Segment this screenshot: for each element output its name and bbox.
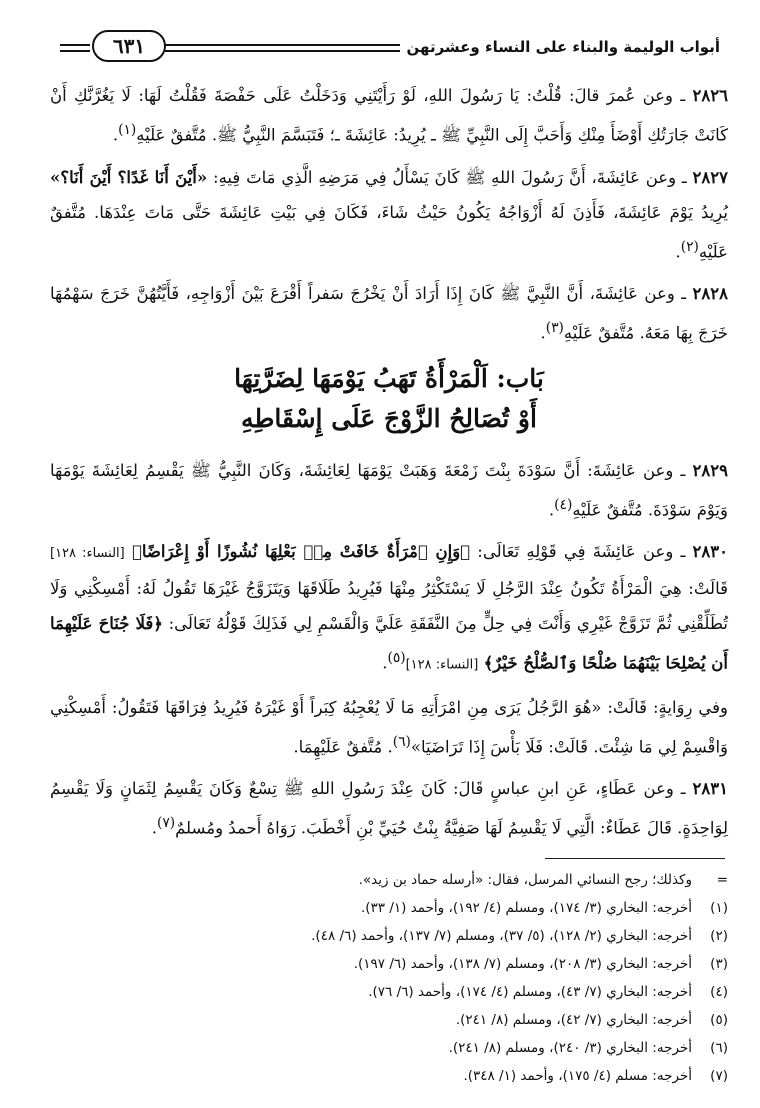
chapter-title-line-1: بَاب: اَلْمَرْأَةُ تَهَبُ يَوْمَهَا لِضَرَّتِهَا [234,363,544,393]
verse-citation: [النساء: ١٢٨] [405,657,479,673]
hadith-number: ٢٨٢٦ [692,86,728,105]
hadith-end: . [151,818,157,838]
hadith-text-cont: يُرِيدُ يَوْمَ عَائِشَةَ، فَأَذِنَ لَهُ أَزْوَاجُهُ يَكُونُ حَيْثُ شَاءَ، فَكَانَ فِي بَيْتِ عَائِشَةَ حَتَّى مَاتَ عِنْدَهَا. مُتَّفقٌ عَلَيْهِ [50,202,728,261]
footnote-text: وكذلك؛ رجح النسائي المرسل، فقال: «أرسله حماد بن زيد». [358,872,692,888]
running-header-title: أبواب الوليمة والبناء على النساء وعشرتهن [406,38,720,56]
hadith-text: ـ وعن عَائِشَةَ: أَنَّ سَوْدَةَ بِنْتَ زَمْعَةَ وَهَبَتْ يَوْمَهَا لِعَائِشَةَ، وَكَانَ النَّبِيُّ ﷺ يَقْسِمُ لِعَائِشَةَ يَوْمَهَا وَيَوْمَ سَوْدَةَ. مُتَّفقٌ عَلَيْهِ [50,460,728,519]
footnote-text: أخرجه: البخاري (٣/ ٢٠٨)، ومسلم (٧/ ١٣٨)، وأحمد (٦/ ١٩٧). [353,956,692,972]
hadith-number: ٢٨٣١ [692,779,728,798]
footnote-ref: (٧) [156,815,176,831]
hadith-number: ٢٨٣٠ [692,542,728,561]
hadith-2831 [50,771,728,846]
quran-verse: ﴿وَإِنِ ٱمْرَأَةٌ خَافَتْ مِنۢ بَعْلِهَا نُشُوزًا أَوْ إِعْرَاضًا﴾ [131,542,471,561]
footnote-ref: (١) [118,122,137,138]
footnote-number: = [716,872,728,888]
hadith-2830-riwaya [50,690,728,765]
hadith-2827 [50,160,728,270]
footnote-2 [60,922,728,950]
main-text [50,78,728,853]
footnote-text: أخرجه: مسلم (٤/ ١٧٥)، وأحمد (١/ ٣٤٨). [463,1068,692,1084]
footnote-6 [60,1034,728,1062]
hadith-2829 [50,453,728,528]
footnote-3 [60,950,728,978]
hadith-number: ٢٨٢٧ [692,167,728,187]
hadith-end: . [548,500,555,519]
footnote-ref: (٤) [554,496,573,513]
footnote-text: أخرجه: البخاري (٧/ ٤٣)، ومسلم (٤/ ١٧٤)، وأحمد (٦/ ٧٦). [368,984,692,1000]
footnote-text: أخرجه: البخاري (٧/ ٤٢)، ومسلم (٨/ ٢٤١). [455,1012,692,1028]
footnote-number: (٧) [710,1068,728,1084]
footnote-ref: (٢) [680,238,699,255]
hadith-text: وفي رِوَايةٍ: قَالَتْ: «هُوَ الرَّجُلُ يَرَى مِنِ امْرَأَتِهِ مَا لَا يُعْجِبُهُ كِبَراً أَوْ غَيْرَهُ فَيُرِيدُ فِرَاقَهَا فَتَقُولُ: أَمْسِكْنِي وَاقْسِمْ لِي مَا شِئْتَ. قَالَتْ: فَلَا بَأْسَ إِذَا تَرَاضَيَا» [50,697,728,756]
hadith-text: ـ وعن عَائِشَةَ فِي قَوْلِهِ تَعَالَى: [470,542,693,561]
footnote-5 [60,1006,728,1034]
hadith-2830 [50,534,728,683]
chapter-heading [50,359,728,439]
page-header [60,30,720,70]
footnote-number: (١) [710,900,728,916]
hadith-text: ـ وعن عَطَاءٍ، عَنِ ابنِ عباسٍ قَالَ: كَانَ عِنْدَ رَسُولِ اللهِ ﷺ تِسْعٌ وَكَانَ يَقْسِمُ لِثَمَانٍ وَلَا يَقْسِمُ لِوَاحِدَةٍ. قَالَ عَطَاءٌ: الَّتِي لَا يَقْسِمُ لَهَا صَفِيَّةُ بِنْتُ حُيَيِّ بْنِ أَخْطَبَ. رَوَاهُ أَحمدُ ومُسلمٌ [50,779,728,838]
hadith-text: ـ وعن عَائِشَةَ، أَنَّ النَّبِيَّ ﷺ كَانَ إِذَا أَرَادَ أَنْ يَخْرُجَ سَفراً أَقْرَعَ بَيْنَ أَزْوَاجِهِ، فَأَيَّتُهُنَّ خَرَجَ سَهْمُهَا خَرَجَ بِهَا مَعَهُ. مُتَّفقٌ عَلَيْهِ [50,284,728,343]
footnote-number: (٦) [710,1040,728,1056]
hadith-2826 [50,78,728,153]
hadith-2828 [50,276,728,351]
footnote-ref: (٣) [545,320,564,336]
page-number: ٦٣١ [92,30,166,62]
footnote-text: أخرجه: البخاري (٣/ ٢٤٠)، ومسلم (٨/ ٢٤١). [448,1040,692,1056]
footnote-number: (٤) [710,984,728,1000]
header-rule [165,44,400,52]
footnotes [60,866,728,1090]
hadith-end: . مُتَّفقٌ عَلَيْهِمَا. [293,737,393,756]
hadith-text-cont: قَالَتْ: هِيَ الْمَرْأَةُ تَكُونُ عِنْدَ الرَّجُلِ لَا يَسْتَكْثِرُ مِنْهَا فَيُرِيدُ طَلَاقَهَا وَيَتَزَوَّجُ غَيْرَهَا تَقُولُ لَهُ: أَمْسِكْنِي وَلَا تُطَلِّقْنِي ثُمَّ تَزَوَّجْ غَيْرِي وَأَنْتَ فِي حِلٍّ مِنَ النَّفَقَةِ عَلَيَّ وَالْقَسْمِ لِي فَذَلِكَ قَوْلُهُ تَعَالَى: [50,579,728,633]
hadith-end: . [112,125,119,145]
footnote-1 [60,894,728,922]
hadith-end: . [675,242,681,261]
hadith-end: . [540,323,546,343]
verse-citation: [النساء: ١٢٨] [50,546,125,561]
footnote-text: أخرجه: البخاري (٣/ ١٧٤)، ومسلم (٤/ ١٩٢)، وأحمد (١/ ٣٣). [360,900,692,916]
hadith-text: ـ وعن عَائِشَةَ، أَنَّ رَسُولَ اللهِ ﷺ كَانَ يَسْأَلُ فِي مَرَضِهِ الَّذِي مَاتَ فِيهِ: [207,167,693,187]
footnote-4 [60,978,728,1006]
hadith-text: ـ وعن عُمرَ قالَ: قُلْتُ: يَا رَسُولَ اللهِ، لَوْ رَأَيْتَنِي وَدَخَلْتُ عَلَى حَفْصَةَ فَقُلْتُ لَهَا: لَا يَغُرَّنَّكِ أَنْ كَانَتْ جَارَتُكِ أَوْضَأَ مِنْكِ وَأَحَبَّ إِلَى النَّبِيِّ ﷺ ـ يُرِيدُ: عَائِشَةَ ـ؛ فَتَبَسَّمَ النَّبِيُّ ﷺ. مُتَّفقٌ عَلَيْهِ [50,86,728,145]
hadith-number: ٢٨٢٩ [692,460,728,480]
footnote-ref: (٥) [387,650,406,666]
chapter-title-line-2: أَوْ تُصَالِحُ الزَّوْجَ عَلَى إِسْقَاطِهِ [241,403,537,433]
hadith-end: . [382,653,388,673]
prophet-quote: «أَيْنَ أَنَا غَدًا؟ أَيْنَ أَنَا؟» [50,167,208,187]
footnote-number: (٥) [710,1012,728,1028]
footnote-ref: (٦) [392,733,411,750]
hadith-number: ٢٨٢٨ [692,284,728,303]
footnote-continuation [60,866,728,894]
footnote-separator [545,858,725,859]
quran-verse: ﴿فَلَا جُنَاحَ عَلَيْهِمَا أَن يُصْلِحَا بَيْنَهُمَا صُلْحًا وَٱلصُّلْحُ خَيْرٌ﴾ [50,614,728,673]
footnote-text: أخرجه: البخاري (٢/ ١٢٨)، (٥/ ٣٧)، ومسلم (٧/ ١٣٧)، وأحمد (٦/ ٤٨). [311,928,692,944]
footnote-7 [60,1062,728,1090]
footnote-number: (٣) [710,956,728,972]
footnote-number: (٢) [710,928,728,944]
header-rule-short [60,44,90,52]
